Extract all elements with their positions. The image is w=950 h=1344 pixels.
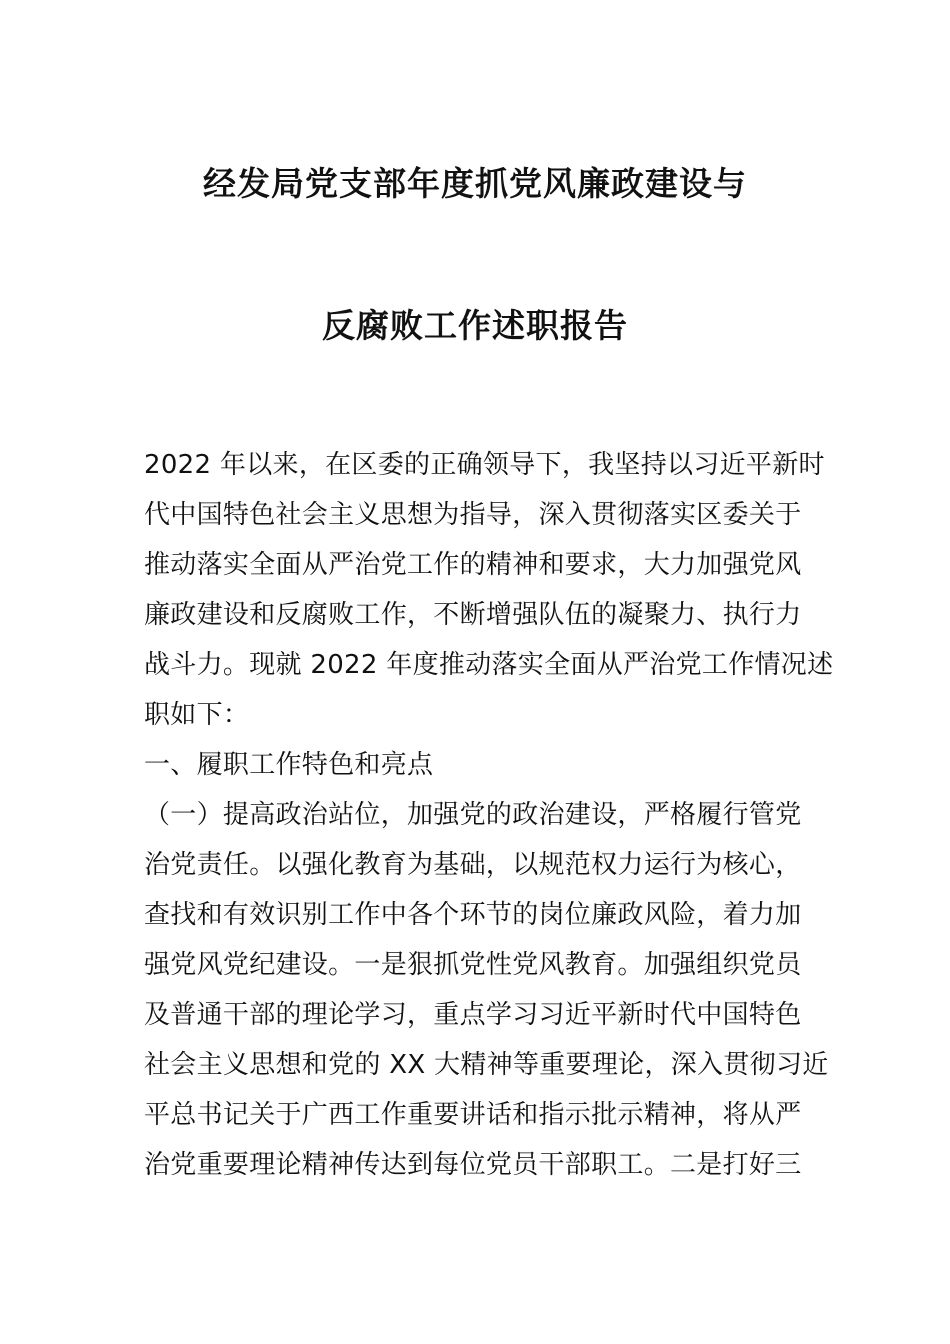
body-line: 推动落实全面从严治党工作的精神和要求，大力加强党风 bbox=[144, 550, 802, 580]
body-line: 治党责任。以强化教育为基础，以规范权力运行为核心， bbox=[144, 850, 802, 880]
body-line: 强党风党纪建设。一是狠抓党性党风教育。加强组织党员 bbox=[144, 950, 802, 980]
body-line: 查找和有效识别工作中各个环节的岗位廉政风险，着力加 bbox=[144, 900, 802, 930]
document-body bbox=[144, 440, 834, 1190]
body-line: 平总书记关于广西工作重要讲话和指示批示精神，将从严 bbox=[144, 1100, 802, 1130]
body-line: 社会主义思想和党的 XX 大精神等重要理论，深入贯彻习近 bbox=[144, 1050, 829, 1080]
body-line: 及普通干部的理论学习，重点学习习近平新时代中国特色 bbox=[144, 1000, 802, 1030]
document-title-line-1: 经发局党支部年度抓党风廉政建设与 bbox=[203, 164, 747, 203]
body-line: 代中国特色社会主义思想为指导，深入贯彻落实区委关于 bbox=[144, 500, 802, 530]
body-line: 2022 年以来，在区委的正确领导下，我坚持以习近平新时 bbox=[144, 450, 825, 480]
body-line: 廉政建设和反腐败工作，不断增强队伍的凝聚力、执行力 bbox=[144, 600, 802, 630]
body-line: 职如下： bbox=[144, 700, 250, 730]
body-line: 治党重要理论精神传达到每位党员干部职工。二是打好三 bbox=[144, 1150, 802, 1180]
section-heading: 一、履职工作特色和亮点 bbox=[144, 750, 434, 780]
body-line: （一）提高政治站位，加强党的政治建设，严格履行管党 bbox=[144, 800, 802, 830]
body-line: 战斗力。现就 2022 年度推动落实全面从严治党工作情况述 bbox=[144, 650, 834, 680]
document-title-line-2: 反腐败工作述职报告 bbox=[322, 306, 628, 345]
